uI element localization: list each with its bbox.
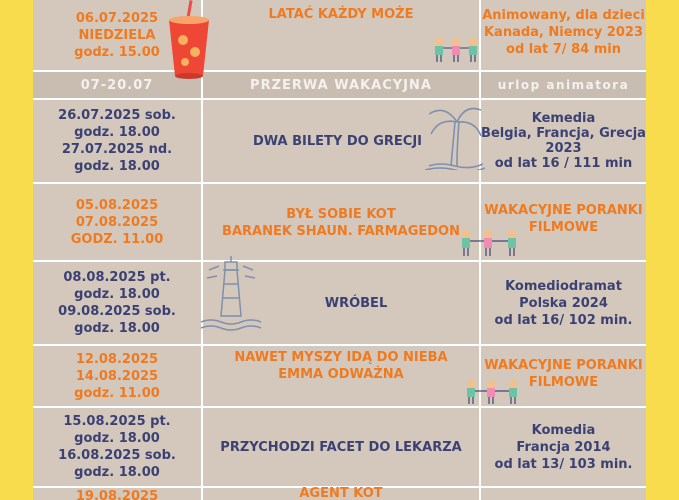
info-cell: [481, 262, 646, 344]
info-line: WAKACYJNE PORANKI: [484, 358, 643, 373]
date-line: 07-20.07: [80, 77, 154, 93]
dates-cell: [33, 346, 201, 406]
dates-cell: [33, 100, 201, 182]
date-line: 08.08.2025 pt.: [63, 270, 171, 285]
info-line: urlop animatora: [497, 77, 630, 92]
title-cell: [203, 100, 479, 182]
info-line: WAKACYJNE PORANKI: [484, 203, 643, 218]
table-row: [33, 72, 646, 100]
title-cell: [203, 488, 479, 500]
date-line: godz. 18.00: [74, 125, 160, 140]
table-row: [33, 0, 646, 72]
info-cell: [481, 184, 646, 260]
date-line: 27.07.2025 nd.: [61, 142, 173, 157]
movie-title: PRZYCHODZI FACET DO LEKARZA: [220, 439, 462, 455]
movie-title: NAWET MYSZY IDĄ DO NIEBA: [234, 350, 448, 365]
movie-title: BYŁ SOBIE KOT: [286, 207, 396, 222]
info-cell: [481, 0, 646, 70]
date-line: godz. 18.00: [74, 287, 160, 302]
movie-title: PRZERWA WAKACYJNA: [250, 77, 432, 93]
schedule-table: [33, 0, 646, 500]
date-line: 16.08.2025 sob.: [58, 448, 176, 463]
movie-title: AGENT KOT: [299, 486, 383, 500]
table-row: [33, 262, 646, 346]
date-line: 09.08.2025 sob.: [58, 304, 176, 319]
table-row: [33, 184, 646, 262]
table-row: [33, 100, 646, 184]
dates-cell: [33, 408, 201, 486]
info-line: FILMOWE: [528, 220, 599, 235]
title-cell: [203, 184, 479, 260]
movie-title: EMMA ODWAŻNA: [278, 367, 404, 382]
info-line: Komedia: [531, 422, 596, 438]
info-cell: [481, 488, 646, 500]
table-row: [33, 346, 646, 408]
info-line: Kanada, Niemcy 2023: [483, 24, 643, 40]
title-cell: [203, 262, 479, 344]
date-line: 06.07.2025: [75, 10, 159, 26]
movie-title: BARANEK SHAUN. FARMAGEDON: [222, 224, 460, 239]
info-line: Animowany, dla dzieci: [482, 7, 645, 23]
info-line: od lat 16 / 111 min: [494, 156, 633, 171]
info-cell: [481, 408, 646, 486]
date-line: 19.08.2025: [75, 489, 159, 500]
date-line: 14.08.2025: [75, 368, 159, 384]
title-cell: [203, 408, 479, 486]
info-line: Belgia, Francja, Grecja: [481, 126, 646, 141]
table-row: [33, 408, 646, 488]
movie-title: DWA BILETY DO GRECJI: [253, 133, 422, 149]
title-cell: [203, 346, 479, 406]
info-line: Kemedia: [531, 111, 596, 126]
title-cell: [203, 0, 479, 70]
info-line: Polska 2024: [519, 295, 608, 311]
dates-cell: [33, 488, 201, 500]
date-line: godz. 11.00: [74, 385, 160, 401]
info-line: od lat 16/ 102 min.: [494, 312, 633, 328]
info-line: od lat 13/ 103 min.: [494, 456, 633, 472]
dates-cell: [33, 184, 201, 260]
dates-cell: [33, 262, 201, 344]
date-line: godz. 18.00: [74, 431, 160, 446]
info-line: Komediodramat: [505, 278, 622, 294]
movie-title: WRÓBEL: [324, 295, 388, 311]
title-cell: [203, 72, 479, 98]
date-line: godz. 18.00: [74, 159, 160, 174]
info-line: od lat 7/ 84 min: [506, 41, 621, 57]
date-line: 26.07.2025 sob.: [58, 108, 176, 123]
info-line: 2023: [545, 141, 582, 156]
date-line: 15.08.2025 pt.: [63, 414, 171, 429]
date-line: 05.08.2025: [75, 197, 159, 213]
date-line: 07.08.2025: [75, 214, 159, 230]
info-cell: [481, 72, 646, 98]
date-line: godz. 15.00: [74, 44, 160, 60]
date-line: GODZ. 11.00: [70, 231, 164, 247]
movie-title: LATAĆ KAŻDY MOŻE: [268, 7, 414, 22]
dates-cell: [33, 72, 201, 98]
info-cell: [481, 346, 646, 406]
date-line: godz. 18.00: [74, 321, 160, 336]
date-line: 12.08.2025: [75, 351, 159, 367]
date-line: NIEDZIELA: [78, 27, 156, 43]
dates-cell: [33, 0, 201, 70]
info-cell: [481, 100, 646, 182]
info-line: Francja 2014: [516, 439, 611, 455]
date-line: godz. 18.00: [74, 465, 160, 480]
info-line: FILMOWE: [528, 375, 599, 390]
table-row: [33, 488, 646, 500]
